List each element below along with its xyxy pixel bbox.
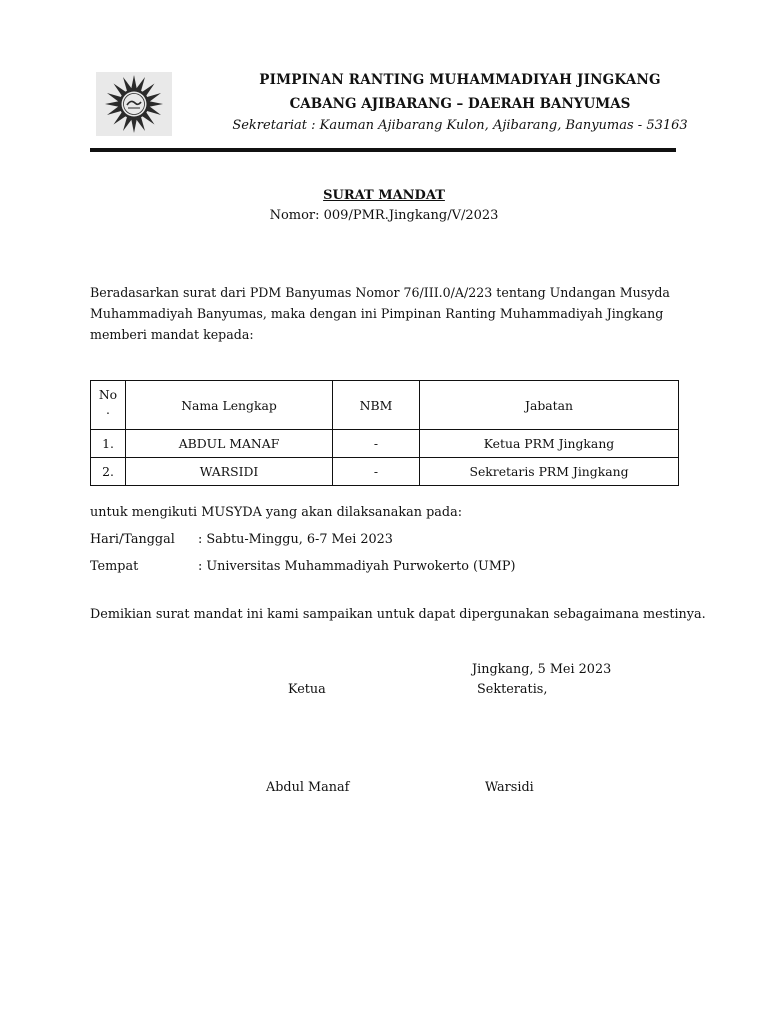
muhammadiyah-logo-icon [96,72,172,136]
header-nbm: NBM [333,381,420,430]
date-value: : Sabtu-Minggu, 6-7 Mei 2023 [198,532,393,547]
header-no-label: No [98,387,118,402]
header-no-dot: . [106,402,110,417]
event-intro: untuk mengikuti MUSYDA yang akan dilaksanakan pada: [90,505,463,520]
place-date: Jingkang, 5 Mei 2023 [472,662,612,677]
header-nama: Nama Lengkap [126,381,333,430]
venue-label: Tempat [90,559,139,574]
secretary-name: Warsidi [485,780,534,795]
document-title: SURAT MANDAT [323,188,445,203]
cell-nbm: - [333,458,420,486]
cell-jabatan: Ketua PRM Jingkang [420,430,679,458]
letterhead-branch-region: CABANG AJIBARANG – DAERAH BANYUMAS [289,96,631,112]
cell-jabatan: Sekretaris PRM Jingkang [420,458,679,486]
chairman-name: Abdul Manaf [266,780,350,795]
closing-sentence: Demikian surat mandat ini kami sampaikan untuk dapat dipergunakan sebagaimana mestinya. [90,607,706,622]
cell-no: 2. [91,458,126,486]
document-number: Nomor: 009/PMR.Jingkang/V/2023 [269,208,499,223]
letterhead-address: Sekretariat : Kauman Ajibarang Kulon, Ajibarang, Banyumas - 53163 [232,118,688,133]
secretary-title: Sekteratis, [477,682,548,697]
header-jabatan: Jabatan [420,381,679,430]
letterhead-org-name: PIMPINAN RANTING MUHAMMADIYAH JINGKANG [259,72,661,88]
venue-value: : Universitas Muhammadiyah Purwokerto (UMP) [198,559,516,574]
header-no [91,381,126,430]
letterhead-divider [90,148,676,152]
cell-nama: ABDUL MANAF [126,430,333,458]
cell-nama: WARSIDI [126,458,333,486]
date-label: Hari/Tanggal [90,532,175,547]
table-header-row [91,381,679,430]
cell-nbm: - [333,430,420,458]
intro-paragraph: Beradasarkan surat dari PDM Banyumas Nomor 76/III.0/A/223 tentang Undangan Musyda Muhammadiyah Banyumas, maka dengan ini Pimpinan Ranting Muhammadiyah Jingkang memberi mandat kepada: [90,285,670,342]
table-row [91,458,679,486]
table-row [91,430,679,458]
mandate-table [90,380,679,486]
cell-no: 1. [91,430,126,458]
chairman-title: Ketua [288,682,326,697]
